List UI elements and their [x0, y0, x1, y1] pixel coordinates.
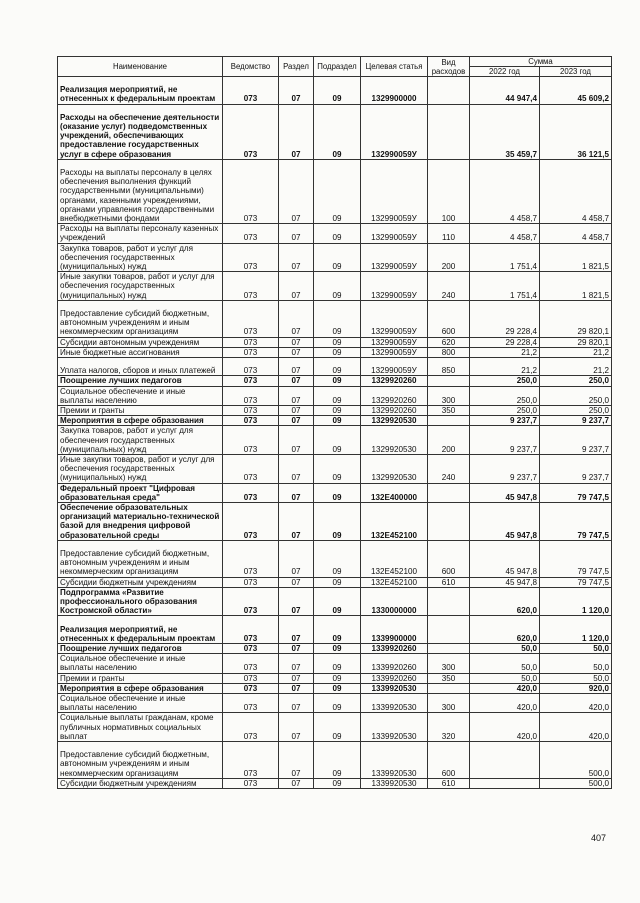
cell-vedomstvo: 073	[223, 455, 279, 484]
cell-vid	[428, 644, 470, 654]
cell-razdel: 07	[279, 243, 314, 272]
cell-vedomstvo: 073	[223, 347, 279, 357]
cell-target: 1329920260	[361, 386, 428, 405]
cell-vid	[428, 503, 470, 541]
table-row	[58, 713, 612, 742]
cell-2022: 9 237,7	[470, 416, 540, 426]
cell-target: 1330000000	[361, 587, 428, 616]
cell-2022: 35 459,7	[470, 104, 540, 159]
cell-name: Предоставление субсидий бюджетным, автономным учреждениям и иным некоммерческим организациям	[58, 540, 223, 577]
table-row	[58, 386, 612, 405]
cell-podrazdel: 09	[314, 483, 361, 502]
table-row	[58, 300, 612, 337]
table-row	[58, 337, 612, 347]
cell-2023: 50,0	[540, 673, 612, 683]
cell-target: 132990059У	[361, 104, 428, 159]
cell-podrazdel: 09	[314, 616, 361, 644]
cell-name: Уплата налогов, сборов и иных платежей	[58, 358, 223, 376]
cell-target: 1329920260	[361, 376, 428, 386]
cell-2022: 29 228,4	[470, 300, 540, 337]
cell-podrazdel: 09	[314, 455, 361, 484]
cell-target: 1339920260	[361, 644, 428, 654]
table-row	[58, 694, 612, 713]
cell-vid: 350	[428, 673, 470, 683]
cell-2023: 29 820,1	[540, 300, 612, 337]
cell-target: 1329900000	[361, 77, 428, 105]
cell-name: Социальные выплаты гражданам, кроме публичных нормативных социальных выплат	[58, 713, 223, 742]
cell-target: 132Е400000	[361, 483, 428, 502]
cell-name: Премии и гранты	[58, 406, 223, 416]
cell-2023: 21,2	[540, 347, 612, 357]
table-row	[58, 347, 612, 357]
cell-razdel: 07	[279, 224, 314, 243]
cell-target: 132990059У	[361, 224, 428, 243]
cell-2022: 1 751,4	[470, 243, 540, 272]
cell-2022: 1 751,4	[470, 272, 540, 301]
cell-vedomstvo: 073	[223, 416, 279, 426]
cell-2023: 4 458,7	[540, 224, 612, 243]
table-row	[58, 587, 612, 616]
cell-razdel: 07	[279, 683, 314, 693]
cell-vid: 300	[428, 386, 470, 405]
cell-2022: 420,0	[470, 713, 540, 742]
cell-2023: 250,0	[540, 406, 612, 416]
cell-name: Расходы на обеспечение деятельности (оказание услуг) подведомственных учреждений, обеспечивающих предоставление государственных услуг в сфере образования	[58, 104, 223, 159]
cell-vid	[428, 587, 470, 616]
cell-vedomstvo: 073	[223, 300, 279, 337]
cell-target: 132990059У	[361, 337, 428, 347]
cell-vid: 320	[428, 713, 470, 742]
cell-name: Реализация мероприятий, не отнесенных к федеральным проектам	[58, 77, 223, 105]
table-row	[58, 376, 612, 386]
cell-podrazdel: 09	[314, 376, 361, 386]
cell-name: Федеральный проект "Цифровая образовательная среда"	[58, 483, 223, 502]
cell-vid	[428, 376, 470, 386]
cell-vedomstvo: 073	[223, 272, 279, 301]
cell-razdel: 07	[279, 644, 314, 654]
cell-vid	[428, 77, 470, 105]
cell-2023: 4 458,7	[540, 159, 612, 223]
header-target: Целевая статья	[361, 57, 428, 77]
table-row	[58, 272, 612, 301]
cell-podrazdel: 09	[314, 683, 361, 693]
cell-2022	[470, 742, 540, 779]
cell-2023: 1 821,5	[540, 243, 612, 272]
cell-razdel: 07	[279, 713, 314, 742]
cell-vid: 600	[428, 540, 470, 577]
cell-2023: 36 121,5	[540, 104, 612, 159]
cell-2023: 250,0	[540, 386, 612, 405]
cell-vid: 850	[428, 358, 470, 376]
table-row	[58, 742, 612, 779]
cell-2023: 29 820,1	[540, 337, 612, 347]
cell-2023: 79 747,5	[540, 503, 612, 541]
cell-2023: 50,0	[540, 644, 612, 654]
cell-target: 132990059У	[361, 272, 428, 301]
cell-vedomstvo: 073	[223, 654, 279, 673]
cell-razdel: 07	[279, 503, 314, 541]
cell-vedomstvo: 073	[223, 673, 279, 683]
cell-podrazdel: 09	[314, 224, 361, 243]
cell-vedomstvo: 073	[223, 644, 279, 654]
cell-2022: 420,0	[470, 683, 540, 693]
table-row	[58, 358, 612, 376]
cell-2023: 50,0	[540, 654, 612, 673]
cell-target: 1339920530	[361, 683, 428, 693]
cell-target: 132990059У	[361, 300, 428, 337]
cell-name: Поощрение лучших педагогов	[58, 376, 223, 386]
table-row	[58, 243, 612, 272]
cell-vedomstvo: 073	[223, 742, 279, 779]
cell-target: 1339920530	[361, 778, 428, 788]
cell-podrazdel: 09	[314, 694, 361, 713]
header-vid: Вид расходов	[428, 57, 470, 77]
cell-vid: 350	[428, 406, 470, 416]
table-row	[58, 426, 612, 455]
cell-vedomstvo: 073	[223, 683, 279, 693]
cell-podrazdel: 09	[314, 713, 361, 742]
table-row	[58, 503, 612, 541]
cell-vid: 200	[428, 426, 470, 455]
cell-2022: 4 458,7	[470, 224, 540, 243]
cell-2022: 45 947,8	[470, 503, 540, 541]
cell-target: 132Е452100	[361, 577, 428, 587]
table-row	[58, 224, 612, 243]
cell-vid: 200	[428, 243, 470, 272]
cell-name: Субсидии автономным учреждениям	[58, 337, 223, 347]
table-row	[58, 778, 612, 788]
cell-target: 132990059У	[361, 358, 428, 376]
cell-2023: 45 609,2	[540, 77, 612, 105]
cell-vid: 800	[428, 347, 470, 357]
cell-2022: 250,0	[470, 386, 540, 405]
cell-vedomstvo: 073	[223, 540, 279, 577]
cell-name: Премии и гранты	[58, 673, 223, 683]
cell-target: 1339920260	[361, 654, 428, 673]
cell-podrazdel: 09	[314, 742, 361, 779]
cell-name: Предоставление субсидий бюджетным, автономным учреждениям и иным некоммерческим организациям	[58, 742, 223, 779]
cell-2023: 420,0	[540, 713, 612, 742]
cell-name: Закупка товаров, работ и услуг для обеспечения государственных (муниципальных) нужд	[58, 426, 223, 455]
cell-name: Социальное обеспечение и иные выплаты населению	[58, 654, 223, 673]
cell-vid: 610	[428, 577, 470, 587]
cell-target: 1329920530	[361, 455, 428, 484]
cell-name: Предоставление субсидий бюджетным, автономным учреждениям и иным некоммерческим организациям	[58, 300, 223, 337]
table-row	[58, 455, 612, 484]
table-row	[58, 483, 612, 502]
cell-2023: 79 747,5	[540, 540, 612, 577]
cell-vedomstvo: 073	[223, 483, 279, 502]
cell-name: Иные закупки товаров, работ и услуг для обеспечения государственных (муниципальных) нужд	[58, 272, 223, 301]
cell-2023: 500,0	[540, 778, 612, 788]
cell-podrazdel: 09	[314, 358, 361, 376]
cell-razdel: 07	[279, 347, 314, 357]
cell-podrazdel: 09	[314, 272, 361, 301]
cell-target: 1329920530	[361, 426, 428, 455]
cell-razdel: 07	[279, 300, 314, 337]
cell-2023: 1 120,0	[540, 616, 612, 644]
cell-podrazdel: 09	[314, 300, 361, 337]
cell-vedomstvo: 073	[223, 104, 279, 159]
cell-2023: 9 237,7	[540, 455, 612, 484]
cell-2022: 420,0	[470, 694, 540, 713]
cell-2022: 620,0	[470, 616, 540, 644]
cell-2023: 9 237,7	[540, 416, 612, 426]
cell-vedomstvo: 073	[223, 713, 279, 742]
cell-vedomstvo: 073	[223, 587, 279, 616]
cell-podrazdel: 09	[314, 778, 361, 788]
cell-razdel: 07	[279, 483, 314, 502]
cell-podrazdel: 09	[314, 77, 361, 105]
cell-vedomstvo: 073	[223, 577, 279, 587]
cell-vid: 110	[428, 224, 470, 243]
cell-vedomstvo: 073	[223, 77, 279, 105]
cell-razdel: 07	[279, 416, 314, 426]
cell-2023: 1 120,0	[540, 587, 612, 616]
cell-name: Реализация мероприятий, не отнесенных к федеральным проектам	[58, 616, 223, 644]
cell-vid: 240	[428, 455, 470, 484]
cell-razdel: 07	[279, 104, 314, 159]
cell-vedomstvo: 073	[223, 376, 279, 386]
cell-2022: 45 947,8	[470, 540, 540, 577]
cell-vid	[428, 416, 470, 426]
cell-vedomstvo: 073	[223, 406, 279, 416]
cell-name: Обеспечение образовательных организаций материально-технической базой для внедрения цифровой образовательной среды	[58, 503, 223, 541]
cell-vedomstvo: 073	[223, 616, 279, 644]
cell-razdel: 07	[279, 406, 314, 416]
page-number: 407	[591, 833, 607, 843]
cell-vedomstvo: 073	[223, 386, 279, 405]
cell-2023: 250,0	[540, 376, 612, 386]
cell-2023: 79 747,5	[540, 577, 612, 587]
cell-vid: 100	[428, 159, 470, 223]
cell-podrazdel: 09	[314, 347, 361, 357]
cell-podrazdel: 09	[314, 416, 361, 426]
cell-name: Подпрограмма «Развитие профессионального образования Костромской области»	[58, 587, 223, 616]
header-vedomstvo: Ведомство	[223, 57, 279, 77]
cell-razdel: 07	[279, 587, 314, 616]
table-row	[58, 104, 612, 159]
cell-razdel: 07	[279, 159, 314, 223]
cell-target: 132990059У	[361, 347, 428, 357]
cell-2022: 250,0	[470, 406, 540, 416]
cell-razdel: 07	[279, 654, 314, 673]
table-row	[58, 159, 612, 223]
cell-target: 1339920530	[361, 713, 428, 742]
cell-razdel: 07	[279, 358, 314, 376]
cell-target: 132Е452100	[361, 540, 428, 577]
header-name: Наименование	[58, 57, 223, 77]
cell-vid	[428, 104, 470, 159]
cell-2022: 50,0	[470, 673, 540, 683]
cell-target: 1339920260	[361, 673, 428, 683]
cell-vid: 240	[428, 272, 470, 301]
cell-vid: 600	[428, 742, 470, 779]
cell-razdel: 07	[279, 386, 314, 405]
cell-podrazdel: 09	[314, 426, 361, 455]
cell-2023: 1 821,5	[540, 272, 612, 301]
cell-2022	[470, 778, 540, 788]
header-2023: 2023 год	[540, 67, 612, 77]
header-podrazdel: Подраздел	[314, 57, 361, 77]
table-row	[58, 406, 612, 416]
cell-razdel: 07	[279, 694, 314, 713]
cell-name: Мероприятия в сфере образования	[58, 683, 223, 693]
cell-podrazdel: 09	[314, 104, 361, 159]
cell-podrazdel: 09	[314, 644, 361, 654]
cell-vedomstvo: 073	[223, 694, 279, 713]
cell-vedomstvo: 073	[223, 426, 279, 455]
cell-podrazdel: 09	[314, 673, 361, 683]
cell-razdel: 07	[279, 272, 314, 301]
cell-target: 132990059У	[361, 159, 428, 223]
cell-name: Поощрение лучших педагогов	[58, 644, 223, 654]
cell-2022: 50,0	[470, 644, 540, 654]
table-row	[58, 416, 612, 426]
cell-target: 132Е452100	[361, 503, 428, 541]
cell-target: 1339920530	[361, 742, 428, 779]
cell-podrazdel: 09	[314, 503, 361, 541]
cell-vedomstvo: 073	[223, 503, 279, 541]
cell-name: Расходы на выплаты персоналу казенных учреждений	[58, 224, 223, 243]
cell-target: 1329920260	[361, 406, 428, 416]
cell-name: Субсидии бюджетным учреждениям	[58, 577, 223, 587]
cell-2022: 29 228,4	[470, 337, 540, 347]
cell-target: 132990059У	[361, 243, 428, 272]
cell-razdel: 07	[279, 426, 314, 455]
cell-name: Социальное обеспечение и иные выплаты населению	[58, 694, 223, 713]
cell-2023: 920,0	[540, 683, 612, 693]
header-2022: 2022 год	[470, 67, 540, 77]
cell-name: Иные закупки товаров, работ и услуг для обеспечения государственных (муниципальных) нужд	[58, 455, 223, 484]
cell-razdel: 07	[279, 540, 314, 577]
table-row	[58, 654, 612, 673]
cell-podrazdel: 09	[314, 587, 361, 616]
cell-razdel: 07	[279, 673, 314, 683]
cell-name: Мероприятия в сфере образования	[58, 416, 223, 426]
cell-razdel: 07	[279, 577, 314, 587]
cell-2023: 79 747,5	[540, 483, 612, 502]
cell-2022: 9 237,7	[470, 426, 540, 455]
table-row	[58, 683, 612, 693]
cell-razdel: 07	[279, 376, 314, 386]
cell-vid: 610	[428, 778, 470, 788]
cell-2022: 45 947,8	[470, 577, 540, 587]
table-row	[58, 644, 612, 654]
budget-table	[57, 56, 612, 789]
table-body	[58, 77, 612, 789]
cell-razdel: 07	[279, 337, 314, 347]
cell-target: 1329920530	[361, 416, 428, 426]
cell-name: Субсидии бюджетным учреждениям	[58, 778, 223, 788]
table-row	[58, 673, 612, 683]
table-row	[58, 540, 612, 577]
cell-2022: 250,0	[470, 376, 540, 386]
cell-vid: 600	[428, 300, 470, 337]
cell-name: Закупка товаров, работ и услуг для обеспечения государственных (муниципальных) нужд	[58, 243, 223, 272]
cell-podrazdel: 09	[314, 406, 361, 416]
cell-podrazdel: 09	[314, 159, 361, 223]
cell-razdel: 07	[279, 742, 314, 779]
cell-vid: 300	[428, 694, 470, 713]
table-row	[58, 577, 612, 587]
cell-razdel: 07	[279, 455, 314, 484]
cell-2022: 4 458,7	[470, 159, 540, 223]
header-razdel: Раздел	[279, 57, 314, 77]
cell-vedomstvo: 073	[223, 358, 279, 376]
cell-2022: 9 237,7	[470, 455, 540, 484]
cell-vid: 620	[428, 337, 470, 347]
cell-razdel: 07	[279, 778, 314, 788]
cell-podrazdel: 09	[314, 577, 361, 587]
cell-vedomstvo: 073	[223, 243, 279, 272]
cell-2023: 420,0	[540, 694, 612, 713]
cell-podrazdel: 09	[314, 337, 361, 347]
cell-2022: 45 947,8	[470, 483, 540, 502]
cell-vid: 300	[428, 654, 470, 673]
cell-vid	[428, 683, 470, 693]
table-row	[58, 77, 612, 105]
cell-2023: 21,2	[540, 358, 612, 376]
cell-vid	[428, 483, 470, 502]
cell-vedomstvo: 073	[223, 224, 279, 243]
cell-2022: 44 947,4	[470, 77, 540, 105]
cell-2023: 9 237,7	[540, 426, 612, 455]
cell-target: 1339900000	[361, 616, 428, 644]
cell-2022: 50,0	[470, 654, 540, 673]
cell-2023: 500,0	[540, 742, 612, 779]
cell-podrazdel: 09	[314, 243, 361, 272]
cell-vid	[428, 616, 470, 644]
cell-vedomstvo: 073	[223, 159, 279, 223]
cell-name: Социальное обеспечение и иные выплаты населению	[58, 386, 223, 405]
cell-name: Иные бюджетные ассигнования	[58, 347, 223, 357]
cell-name: Расходы на выплаты персоналу в целях обеспечения выполнения функций государственными (муниципальными) органами, казенными учреждениями, органами управления государственными внебюджетными фондами	[58, 159, 223, 223]
cell-razdel: 07	[279, 616, 314, 644]
cell-2022: 21,2	[470, 347, 540, 357]
cell-vedomstvo: 073	[223, 778, 279, 788]
cell-target: 1339920530	[361, 694, 428, 713]
cell-2022: 21,2	[470, 358, 540, 376]
cell-podrazdel: 09	[314, 654, 361, 673]
cell-podrazdel: 09	[314, 386, 361, 405]
cell-podrazdel: 09	[314, 540, 361, 577]
cell-razdel: 07	[279, 77, 314, 105]
header-sum: Сумма	[470, 57, 612, 67]
cell-vedomstvo: 073	[223, 337, 279, 347]
cell-2022: 620,0	[470, 587, 540, 616]
table-row	[58, 616, 612, 644]
